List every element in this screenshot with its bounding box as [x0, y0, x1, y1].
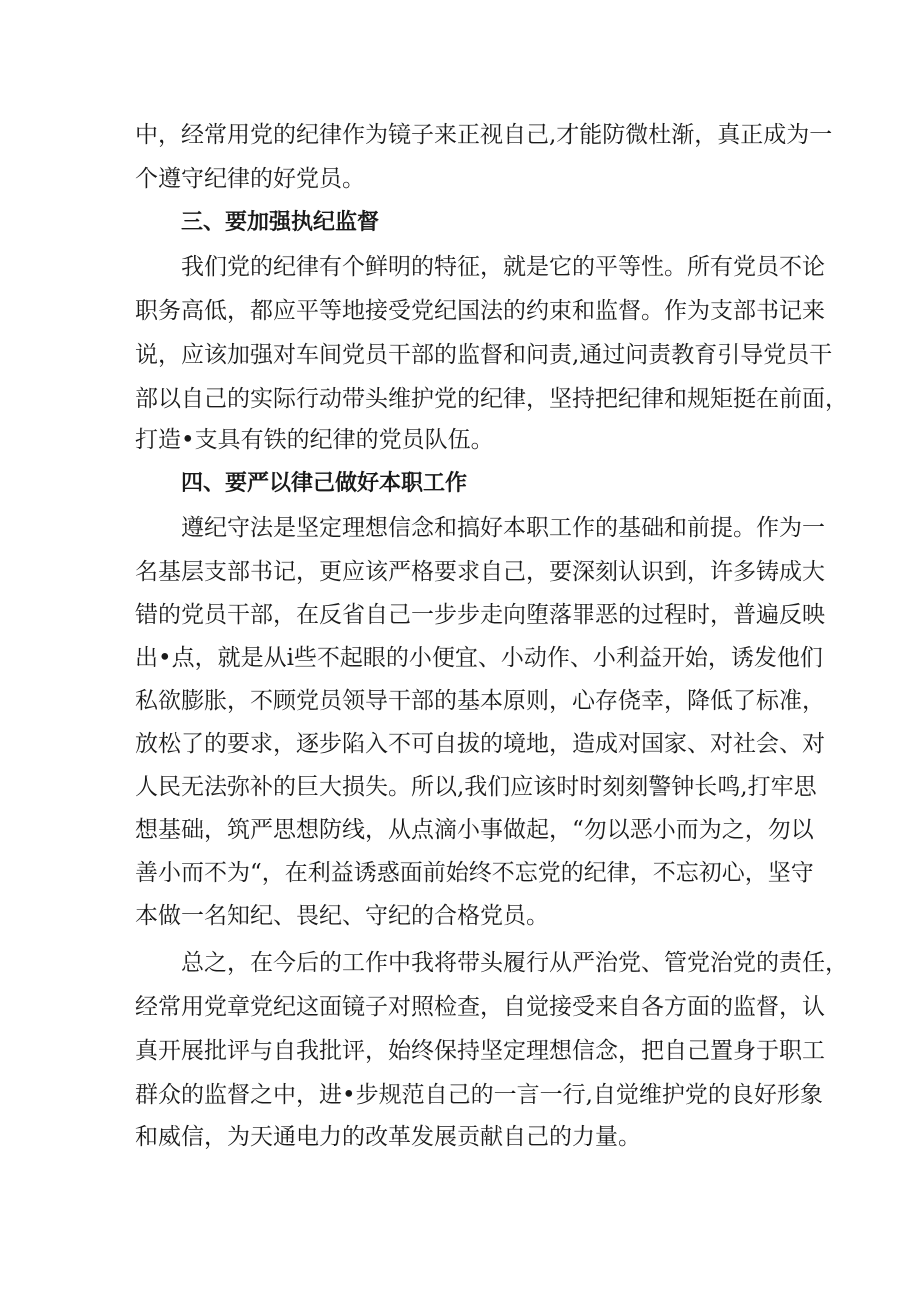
paragraph-line: 人民无法弥补的巨大损失。所以,我们应该时时刻刻警钟长鸣,打牢思: [135, 774, 817, 800]
paragraph-line: 善小而不为“，在利益诱惑面前始终不忘党的纪律，不忘初心，坚守: [135, 860, 814, 886]
paragraph-line: 说，应该加强对车间党员干部的监督和问责,通过问责教育引导党员干: [135, 342, 833, 368]
paragraph-line: 职务高低，都应平等地接受党纪国法的约束和监督。作为支部书记来: [135, 298, 825, 324]
paragraph-line: 放松了的要求，逐步陷入不可自拔的境地，造成对国家、对社会、对: [135, 731, 825, 757]
paragraph-line: 中，经常用党的纪律作为镜子来正视自己,才能防微杜渐，真正成为一: [135, 122, 833, 148]
paragraph-line: 遵纪守法是坚定理想信念和搞好本职工作的基础和前提。作为一: [181, 515, 825, 541]
paragraph-line: 和威信，为天通电力的改革发展贡献自己的力量。: [135, 1124, 641, 1150]
paragraph-line: 总之，在今后的工作中我将带头履行从严治党、管党治党的责任，: [181, 950, 848, 976]
paragraph-line: 部以自己的实际行动带头维护党的纪律，坚持把纪律和规矩挺在前面，: [135, 386, 848, 412]
paragraph-line: 真开展批评与自我批评，始终保持坚定理想信念，把自己置身于职工: [135, 1038, 825, 1064]
section-heading-4: 四、要严以律己做好本职工作: [181, 471, 468, 496]
paragraph-line: 想基础，筑严思想防线，从点滴小事做起，“勿以恶小而为之，勿以: [135, 817, 814, 843]
paragraph-line: 本做一名知纪、畏纪、守纪的合格党员。: [135, 903, 549, 929]
paragraph-line: 出•点，就是从i些不起眼的小便宜、小动作、小利益开始，诱发他们: [135, 645, 823, 671]
paragraph-line: 打造•支具有铁的纪律的党员队伍。: [135, 427, 494, 453]
paragraph-line: 错的党员干部，在反省自己一步步走向堕落罪恶的过程时，普遍反映: [135, 602, 825, 628]
paragraph-line: 我们党的纪律有个鲜明的特征，就是它的平等性。所有党员不论: [181, 254, 825, 280]
paragraph-line: 私欲膨胀，不顾党员领导干部的基本原则，心存侥幸，降低了标准，: [135, 688, 825, 714]
paragraph-line: 个遵守纪律的好党员。: [135, 166, 365, 192]
paragraph-line: 经常用党章党纪这面镜子对照检查，自觉接受来自各方面的监督，认: [135, 994, 825, 1020]
section-heading-3: 三、要加强执纪监督: [181, 210, 380, 235]
paragraph-line: 名基层支部书记，更应该严格要求自己，要深刻认识到，许多铸成大: [135, 559, 825, 585]
paragraph-line: 群众的监督之中，进•步规范自己的一言一行,自觉维护党的良好形象: [135, 1082, 823, 1108]
